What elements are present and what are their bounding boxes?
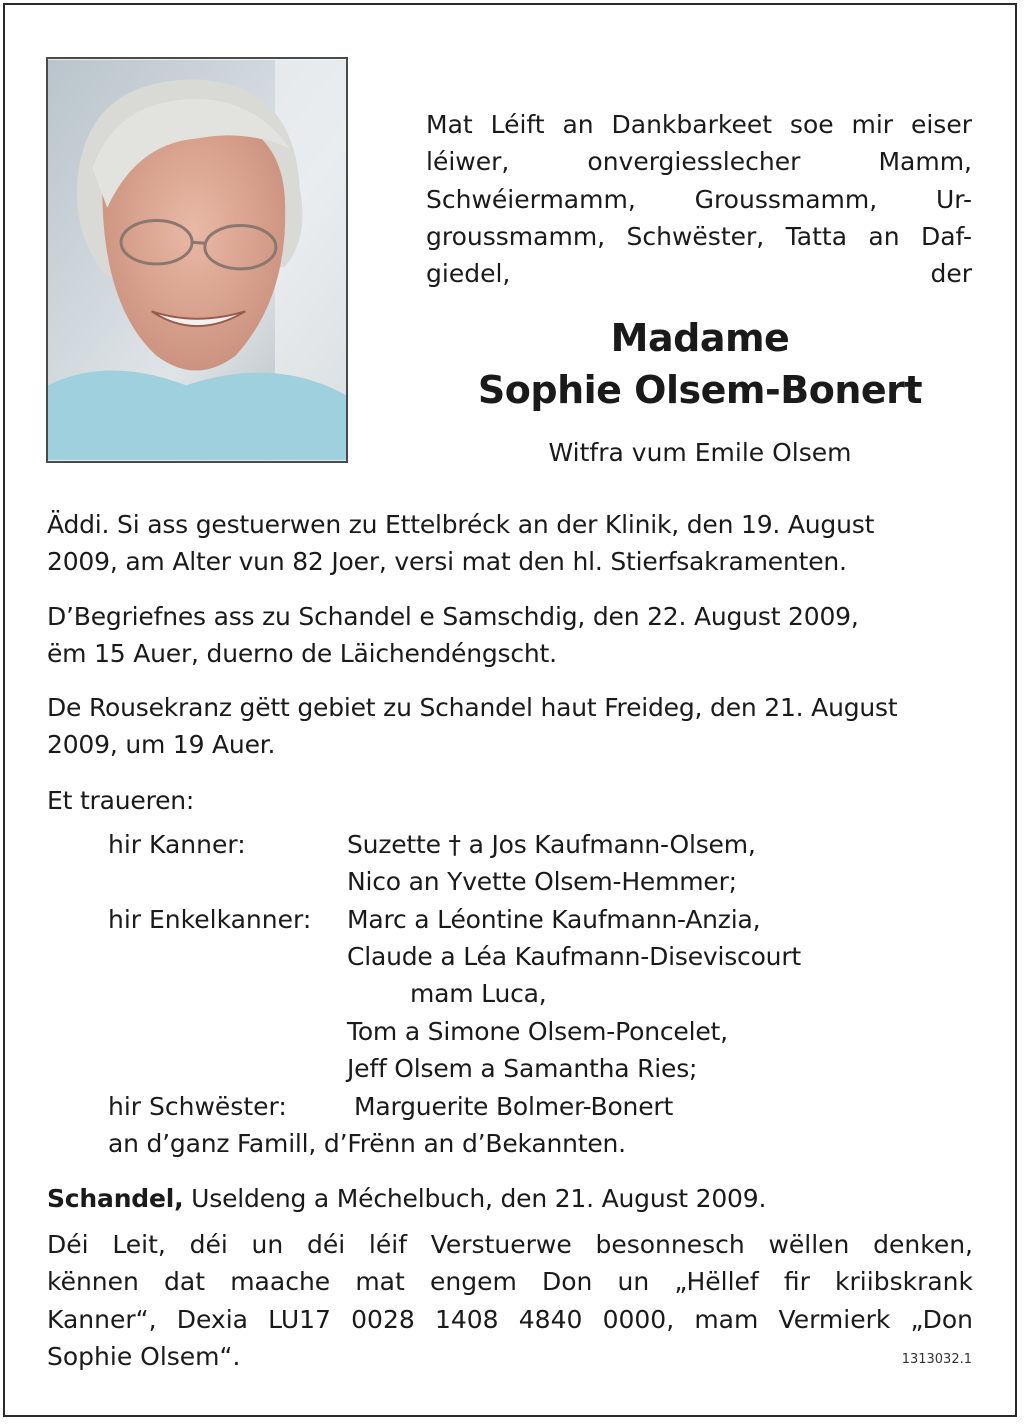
sisters-label: hir Schwëster: — [108, 1092, 287, 1121]
rosary-paragraph-line: 2009, um 19 Auer. — [47, 730, 276, 759]
death-paragraph-line: 2009, am Alter vun 82 Joer, versi mat den hl. Stierfsakramenten. — [47, 547, 847, 576]
donation-line: Kanner“, Dexia LU17 0028 1408 4840 0000, mam Vermierk „Don — [47, 1304, 973, 1334]
child-entry: Nico an Yvette Olsem-Hemmer; — [347, 867, 737, 896]
deceased-title: Madame — [610, 316, 790, 360]
portrait-photo — [46, 57, 348, 463]
intro-line: Mat Léift an Dankbarkeet soe mir eiser — [426, 110, 972, 139]
funeral-paragraph-line: D’Begriefnes ass zu Schandel e Samschdig, den 22. August 2009, — [47, 602, 859, 631]
intro-line: Schwéiermamm, Groussmamm, Ur- — [426, 184, 972, 214]
grandchild-entry: Marc a Léontine Kaufmann-Anzia, — [347, 905, 761, 934]
grandchild-entry: Tom a Simone Olsem-Poncelet, — [347, 1017, 728, 1046]
grandchild-entry: mam Luca, — [410, 979, 547, 1008]
donation-line: kënnen dat maache mat engem Don un „Hëllef fir kriibskrank — [47, 1267, 973, 1297]
place-date — [47, 1180, 766, 1217]
intro-line: léiwer, onvergiesslecher Mamm, — [426, 147, 972, 177]
grandchild-entry: Claude a Léa Kaufmann-Diseviscourt — [347, 942, 802, 971]
reference-number: 1313032.1 — [901, 1352, 972, 1367]
widow-of: Witfra vum Emile Olsem — [548, 438, 852, 467]
grandchild-entry: Jeff Olsem a Samantha Ries; — [347, 1054, 698, 1083]
donation-line: Sophie Olsem“. — [47, 1341, 241, 1371]
death-paragraph-line: Äddi. Si ass gestuerwen zu Ettelbréck an der Klinik, den 19. August — [47, 510, 875, 539]
child-entry: Suzette † a Jos Kaufmann-Olsem, — [347, 830, 756, 859]
deceased-name: Sophie Olsem-Bonert — [477, 368, 923, 412]
rosary-paragraph-line: De Rousekranz gëtt gebiet zu Schandel haut Freideg, den 21. August — [47, 693, 898, 722]
donation-line: Déi Leit, déi un déi léif Verstuerwe besonnesch wëllen denken, — [47, 1230, 973, 1259]
funeral-paragraph-line: ëm 15 Auer, duerno de Läichendéngscht. — [47, 639, 557, 668]
grandchildren-label: hir Enkelkanner: — [108, 905, 312, 934]
sister-entry: Marguerite Bolmer-Bonert — [354, 1092, 674, 1121]
place-date-rest: Useldeng a Méchelbuch, den 21. August 2009. — [191, 1184, 767, 1213]
intro-text — [426, 106, 972, 292]
intro-line: groussmamm, Schwëster, Tatta an Daf- — [426, 221, 972, 251]
mourners-heading: Et traueren: — [47, 786, 195, 815]
others-line: an d’ganz Famill, d’Frënn an d’Bekannten. — [108, 1129, 626, 1158]
donation-text — [47, 1226, 973, 1375]
children-label: hir Kanner: — [108, 830, 246, 859]
place-name: Schandel, — [47, 1184, 184, 1213]
intro-line: giedel, der — [426, 259, 972, 289]
